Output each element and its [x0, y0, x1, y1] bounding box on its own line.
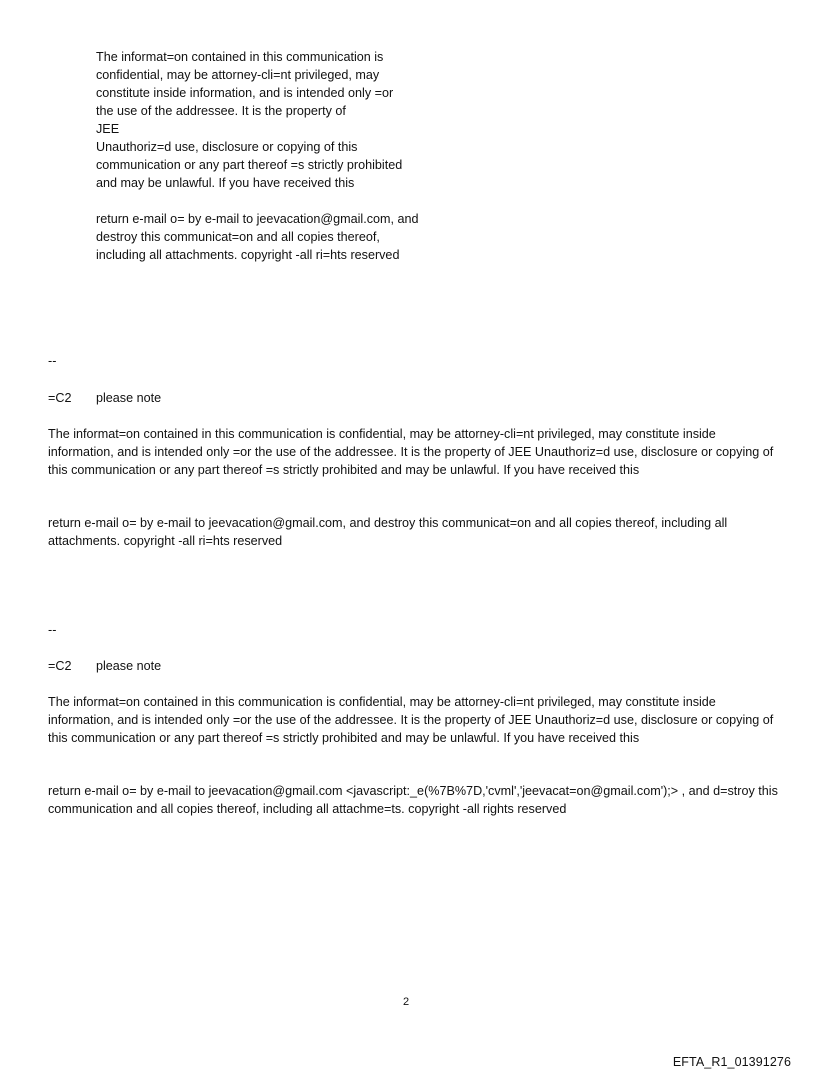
- separator-dashes: --: [48, 623, 57, 637]
- note-code: =C2: [48, 659, 72, 673]
- top-disclaimer-line: including all attachments. copyright -all ri=hts reserved: [96, 248, 400, 262]
- top-disclaimer-line: and may be unlawful. If you have received this: [96, 176, 355, 190]
- top-disclaimer-line: The informat=on contained in this communication is: [96, 50, 384, 64]
- page-number: 2: [403, 996, 410, 1008]
- return-email-paragraph: return e-mail o= by e-mail to jeevacation@gmail.com, and destroy this communicat=on and all copies thereof, including all attachments. copyright -all ri=hts reserved: [48, 516, 728, 548]
- top-disclaimer-blank-line: [96, 192, 419, 210]
- top-disclaimer-block: [96, 48, 419, 264]
- top-disclaimer-line: confidential, may be attorney-cli=nt privileged, may: [96, 68, 380, 82]
- separator-dashes: --: [48, 354, 57, 368]
- top-disclaimer-line: destroy this communicat=on and all copies thereof,: [96, 230, 380, 244]
- top-disclaimer-line: JEE: [96, 122, 120, 136]
- disclaimer-paragraph: The informat=on contained in this communication is confidential, may be attorney-cli=nt privileged, may constitute inside information, and is intended only =or the use of the addressee. It is the property of JEE Unauthoriz=d use, disclosure or copying of this communication or any part thereof =s strictly prohibited and may be unlawful. If you have received this: [48, 427, 774, 477]
- top-disclaimer-line: the use of the addressee. It is the property of: [96, 104, 346, 118]
- top-disclaimer-line: constitute inside information, and is intended only =or: [96, 86, 394, 100]
- top-disclaimer-line: Unauthoriz=d use, disclosure or copying of this: [96, 140, 358, 154]
- document-id: EFTA_R1_01391276: [672, 1055, 791, 1069]
- note-label: please note: [96, 659, 162, 673]
- return-email-paragraph: return e-mail o= by e-mail to jeevacation@gmail.com <javascript:_e(%7B%7D,'cvml','jeevacat=on@gmail.com');> , and d=stroy this communication and all copies thereof, including all attachme=ts. copyright -all rights reserved: [48, 784, 778, 816]
- disclaimer-paragraph: The informat=on contained in this communication is confidential, may be attorney-cli=nt privileged, may constitute inside information, and is intended only =or the use of the addressee. It is the property of JEE Unauthoriz=d use, disclosure or copying of this communication or any part thereof =s strictly prohibited and may be unlawful. If you have received this: [48, 695, 774, 745]
- note-code: =C2: [48, 391, 72, 405]
- top-disclaimer-line: return e-mail o= by e-mail to jeevacation@gmail.com, and: [96, 212, 419, 226]
- note-label: please note: [96, 391, 162, 405]
- top-disclaimer-line: communication or any part thereof =s strictly prohibited: [96, 158, 403, 172]
